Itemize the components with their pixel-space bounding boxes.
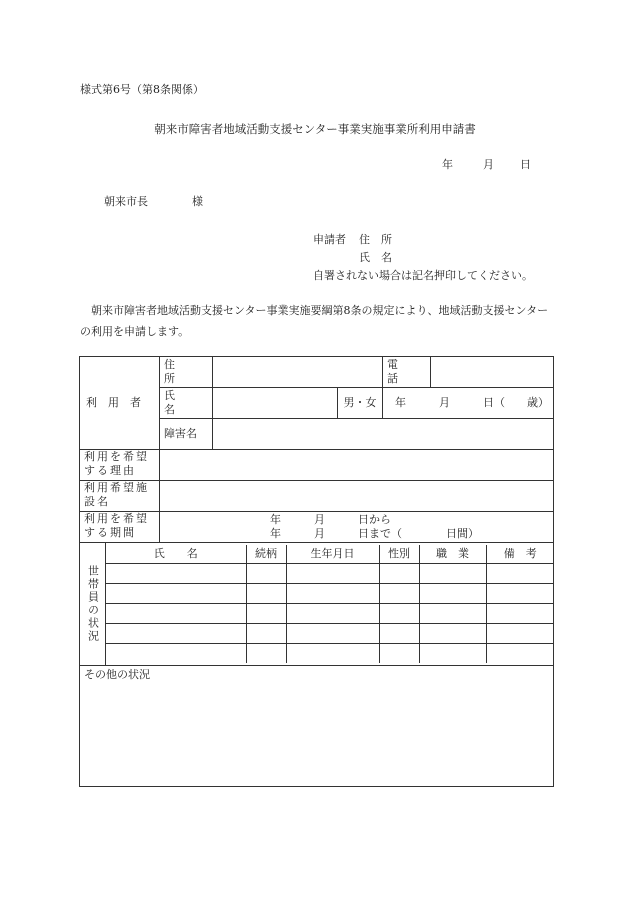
household-header-remarks: 備 考	[486, 545, 554, 564]
household-row[interactable]	[106, 604, 554, 624]
form-number: 様式第6号（第8条関係）	[80, 83, 204, 96]
reason-label: 利用を希望する理由	[80, 450, 160, 481]
disability-field[interactable]	[213, 419, 554, 450]
addressee	[104, 193, 203, 209]
addressee-honorific: 様	[192, 195, 203, 208]
household-header-sex: 性別	[379, 545, 419, 564]
phone-field[interactable]	[431, 357, 554, 388]
date-day: 日	[520, 158, 531, 171]
address-field[interactable]	[213, 357, 383, 388]
address-label: 住 所	[160, 357, 213, 388]
phone-label: 電 話	[383, 357, 431, 388]
applicant-label: 申請者	[313, 233, 346, 246]
household-label: 世帯員の状況	[86, 565, 100, 643]
applicant-address-label: 住 所	[359, 233, 392, 246]
household-row[interactable]	[106, 584, 554, 604]
household-header-name: 氏 名	[106, 545, 246, 564]
sex-options: 男・女	[343, 396, 377, 409]
household-row[interactable]	[106, 624, 554, 644]
addressee-name: 朝来市長	[104, 195, 148, 208]
household-table	[106, 545, 554, 663]
name-label: 氏 名	[160, 388, 213, 419]
facility-label: 利用希望施設名	[80, 481, 160, 512]
household-label-cell	[80, 543, 106, 666]
sex-field[interactable]	[338, 388, 383, 419]
other-status-field[interactable]	[80, 666, 554, 787]
user-label-cell	[80, 357, 160, 450]
household-row[interactable]	[106, 644, 554, 664]
household-header-occupation: 職 業	[419, 545, 486, 564]
period-from: 年 月 日から	[270, 513, 391, 526]
reason-field[interactable]	[160, 450, 554, 481]
application-statement: 朝来市障害者地域活動支援センター事業実施要綱第8条の規定により、地域活動支援センターの利用を申請します。	[80, 304, 549, 338]
name-field[interactable]	[213, 388, 338, 419]
birthdate-template: 年 月 日（ 歳）	[395, 396, 549, 409]
date-year: 年	[442, 158, 453, 171]
date-month: 月	[483, 158, 494, 171]
disability-label: 障害名	[160, 419, 213, 450]
document-title: 朝来市障害者地域活動支援センター事業実施事業所利用申請書	[154, 122, 476, 136]
household-header-relation: 続柄	[246, 545, 286, 564]
period-field[interactable]	[160, 512, 554, 543]
applicant-name-label: 氏 名	[359, 251, 392, 264]
application-form-table	[79, 356, 554, 787]
period-label: 利用を希望する期間	[80, 512, 160, 543]
household-header-birthdate: 生年月日	[286, 545, 379, 564]
household-table-cell	[106, 543, 554, 666]
user-label: 利 用 者	[86, 396, 141, 409]
other-status-label: その他の状況	[84, 668, 150, 681]
date-line	[442, 156, 531, 172]
birthdate-field[interactable]	[383, 388, 554, 419]
period-to: 年 月 日まで（ 日間）	[270, 527, 479, 540]
applicant-signature-note: 自署されない場合は記名押印してください。	[313, 269, 533, 282]
household-row[interactable]	[106, 564, 554, 584]
facility-field[interactable]	[160, 481, 554, 512]
